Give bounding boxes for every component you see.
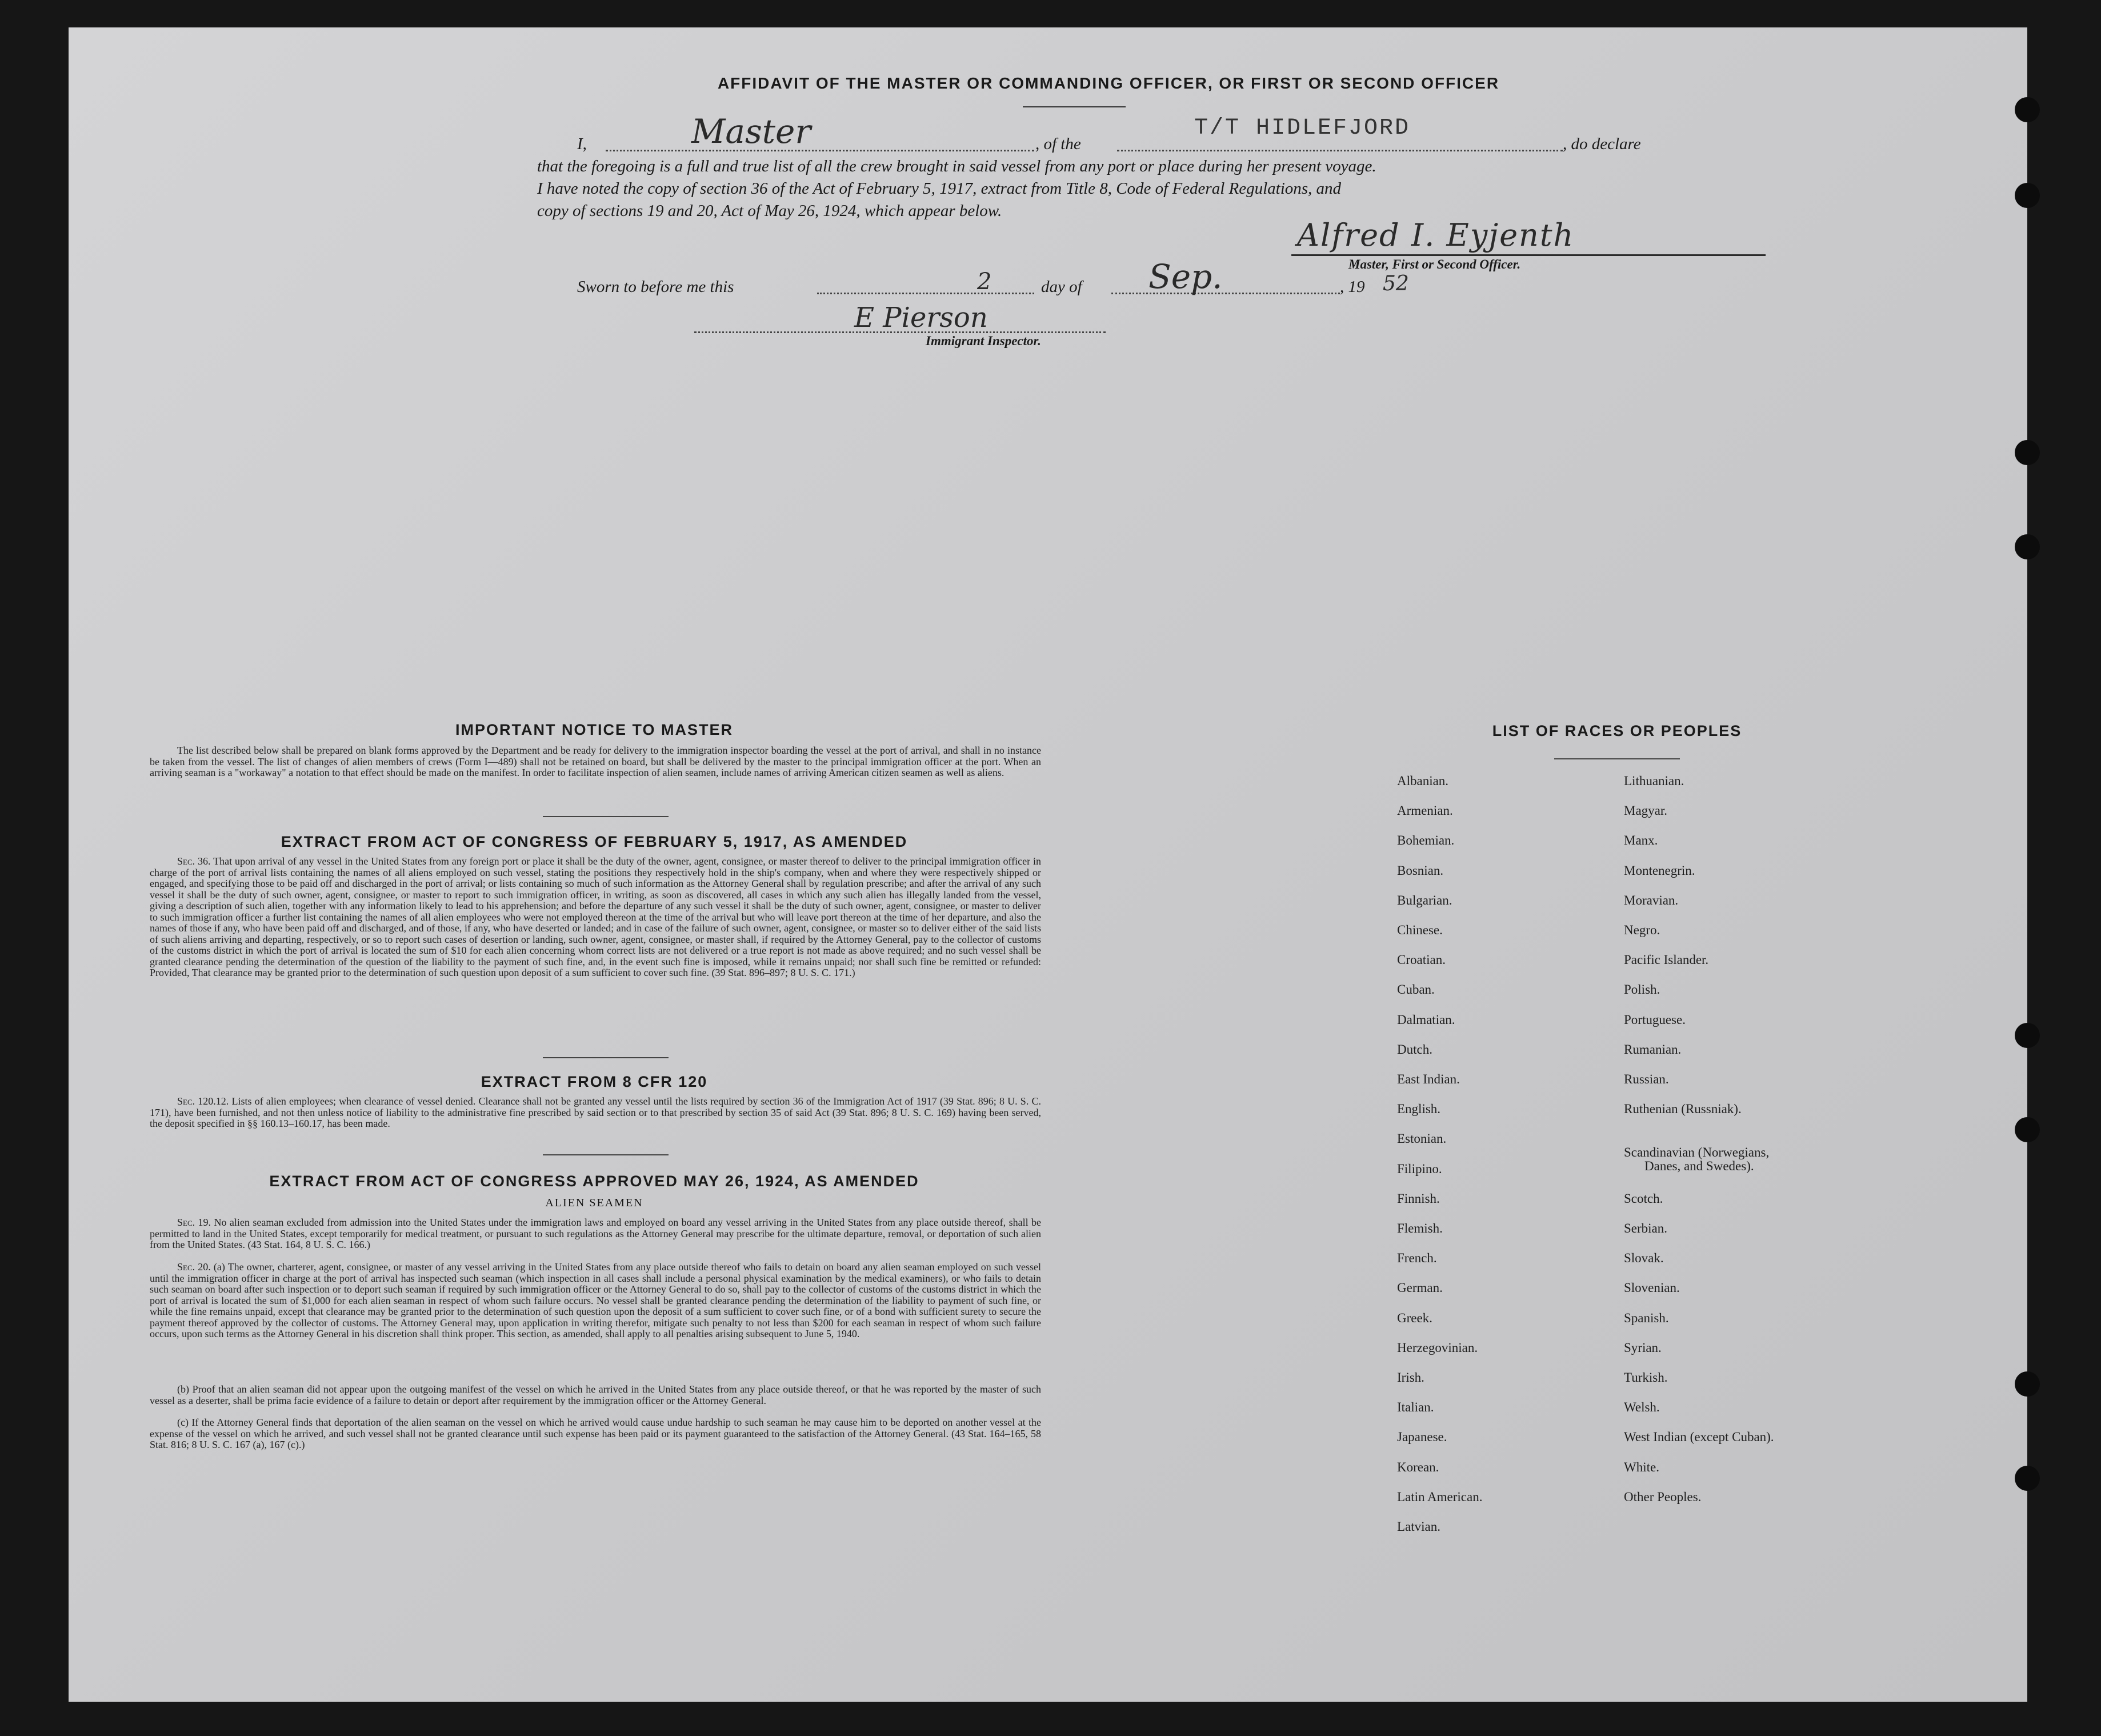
punch-hole xyxy=(2015,183,2040,208)
section-label: Sec. 20. xyxy=(177,1261,211,1273)
punch-hole xyxy=(2015,440,2040,465)
vessel-name: T/T HIDLEFJORD xyxy=(1194,115,1411,141)
race-item: Bulgarian. xyxy=(1397,893,1452,907)
race-item: Japanese. xyxy=(1397,1430,1447,1445)
race-item: Lithuanian. xyxy=(1624,774,1684,788)
race-item: Korean. xyxy=(1397,1459,1439,1474)
race-item: Chinese. xyxy=(1397,923,1443,937)
extract-8cfr-title: EXTRACT FROM 8 CFR 120 xyxy=(481,1073,708,1090)
sworn-month: Sep. xyxy=(1148,257,1223,296)
punch-hole xyxy=(2015,534,2040,559)
race-item: Scotch. xyxy=(1624,1191,1663,1206)
notice-text: The list described below shall be prepared on blank forms approved by the Department and be ready for delivery to the immigration inspector boarding the vessel at the port of arrival, and shall in no instance be taken from the vessel. The list of changes of alien members of crews (Form I—489) shall not be retained on board, but shall be delivered by the master to the principal immigration officer at the port. When an arriving seaman is a "workaway" a notation to that effect should be made on the manifest. In order to facilitate inspection of alien seamen, include names of arriving American citizen seamen as well as aliens. xyxy=(150,745,1041,778)
section-label: Sec. 36. xyxy=(177,855,211,867)
extract-1917-text xyxy=(150,856,1041,979)
divider xyxy=(543,1154,669,1155)
race-item: Latvian. xyxy=(1397,1519,1440,1534)
race-item: Filipino. xyxy=(1397,1161,1442,1176)
race-item: French. xyxy=(1397,1251,1437,1266)
inspector-signature: E Pierson xyxy=(854,302,988,334)
do-declare-label: , do declare xyxy=(1563,135,1641,153)
title-rule xyxy=(1023,106,1126,107)
race-item: Slovenian. xyxy=(1624,1281,1680,1295)
day-blank xyxy=(817,293,1034,294)
race-item: White. xyxy=(1624,1459,1659,1474)
race-item: Dutch. xyxy=(1397,1042,1432,1057)
alien-seamen-subtitle: ALIEN SEAMEN xyxy=(545,1197,643,1209)
race-item: East Indian. xyxy=(1397,1072,1460,1086)
race-item: Turkish. xyxy=(1624,1370,1668,1385)
race-item: Finnish. xyxy=(1397,1191,1440,1206)
race-item: Cuban. xyxy=(1397,982,1435,997)
races-title-rule xyxy=(1554,758,1680,759)
day-of-label: day of xyxy=(1041,278,1082,296)
race-item: Pacific Islander. xyxy=(1624,953,1709,967)
section-label: Sec. 19. xyxy=(177,1217,211,1228)
race-item: Croatian. xyxy=(1397,953,1446,967)
race-item: Danes, and Swedes). xyxy=(1644,1158,1754,1173)
sec-20a-text xyxy=(150,1262,1041,1340)
extract-1917-title: EXTRACT FROM ACT OF CONGRESS OF FEBRUARY 5, 1917, AS AMENDED xyxy=(281,833,908,850)
punch-hole xyxy=(2015,1117,2040,1142)
sworn-year: 52 xyxy=(1383,272,1409,295)
race-item: Irish. xyxy=(1397,1370,1424,1385)
of-the-label: , of the xyxy=(1035,135,1081,153)
inspector-caption: Immigrant Inspector. xyxy=(926,334,1041,348)
race-item: Scandinavian (Norwegians, xyxy=(1624,1145,1770,1159)
race-item: Italian. xyxy=(1397,1400,1434,1415)
section-label: Sec. 120.12. xyxy=(177,1095,229,1107)
name-blank xyxy=(606,150,1034,151)
race-item: Herzegovinian. xyxy=(1397,1340,1478,1355)
race-item: Other Peoples. xyxy=(1624,1489,1702,1504)
race-item: Greek. xyxy=(1397,1310,1432,1325)
punch-hole xyxy=(2015,1371,2040,1397)
race-item: German. xyxy=(1397,1281,1443,1295)
affidavit-title: AFFIDAVIT OF THE MASTER OR COMMANDING OFFICER, OR FIRST OR SECOND OFFICER xyxy=(717,74,1500,92)
race-item: Slovak. xyxy=(1624,1251,1664,1266)
master-signature: Alfred I. Eyjenth xyxy=(1297,217,1575,253)
race-item: Albanian. xyxy=(1397,774,1449,788)
affidavit-line-4: copy of sections 19 and 20, Act of May 26, 1924, which appear below. xyxy=(537,202,1002,220)
race-item: Bosnian. xyxy=(1397,863,1444,878)
punch-hole xyxy=(2015,1466,2040,1491)
month-blank xyxy=(1111,293,1340,294)
i-label: I, xyxy=(577,135,587,153)
race-item: Bohemian. xyxy=(1397,833,1455,848)
signature-line xyxy=(1291,254,1766,256)
vessel-blank xyxy=(1117,150,1563,151)
divider xyxy=(543,816,669,817)
race-item: Syrian. xyxy=(1624,1340,1662,1355)
extract-1924-title: EXTRACT FROM ACT OF CONGRESS APPROVED MAY 26, 1924, AS AMENDED xyxy=(269,1173,919,1190)
race-item: Manx. xyxy=(1624,833,1658,848)
notice-title: IMPORTANT NOTICE TO MASTER xyxy=(455,721,733,738)
race-item: Polish. xyxy=(1624,982,1660,997)
race-item: Portuguese. xyxy=(1624,1012,1686,1027)
race-item: Welsh. xyxy=(1624,1400,1660,1415)
sec-20c-text: (c) If the Attorney General finds that deportation of the alien seaman on the vessel on which he arrived would cause undue hardship to such seaman he may cause him to be deported on another vessel at the expense of the vessel on which he arrived, and such vessel shall not be granted clearance until such expense has been paid or its payment guaranteed to the satisfaction of the Attorney General. (43 Stat. 164–165, 58 Stat. 816; 8 U. S. C. 167 (a), 167 (c).) xyxy=(150,1417,1041,1450)
punch-hole xyxy=(2015,97,2040,122)
race-item: Montenegrin. xyxy=(1624,863,1695,878)
affidavit-line-2: that the foregoing is a full and true list of all the crew brought in said vessel from any port or place during her present voyage. xyxy=(537,157,1376,175)
section-text: Lists of alien employees; when clearance of vessel denied. Clearance shall not be granted any vessel until the lists required by section 36 of the Immigration Act of 1917 (39 Stat. 896; 8 U. S. C. 171), have been furnished, and not then unless notice of liability to the administrative fine prescribed by said section or to that prescribed by section 35 of said Act (39 Stat. 896; 8 U. S. C. 169) having been served, the deposit specified in §§ 160.13–160.17, has been made. xyxy=(150,1095,1042,1129)
race-item: Magyar. xyxy=(1624,803,1668,818)
extract-8cfr-text xyxy=(150,1096,1041,1130)
section-text: (a) The owner, charterer, agent, consignee, or master of any vessel arriving in the United States from any place outside thereof who fails to detain on board any alien seaman employed on such vessel until the immigration officer in charge at the port of arrival has inspected such seaman (which inspection in all cases shall include a personal physical examination by the medical examiners), or who fails to detain such seaman on board after such inspection or to deport such seaman if required by such immigration officer or the Attorney General to do so, shall pay to the collector of customs of the customs district in which the port of arrival is located the sum of $1,000 for each alien seaman in respect of whom such failure occurs. No vessel shall be granted clearance pending the determination of the liability to payment of such fine, or while the fine remains unpaid, except that clearance may be granted prior to the determination of such question upon the deposit of a sum sufficient to cover such fine, or of a bond with sufficient surety to secure the payment thereof approved by the collector of customs. The Attorney General may, upon application in writing therefor, mitigate such penalty to not less than $200 for each seaman in respect of whom such failure occurs, upon such terms as the Attorney General in his discretion shall think proper. This section, as amended, shall apply to all penalties arising subsequent to June 5, 1940. xyxy=(150,1261,1042,1339)
race-item: Russian. xyxy=(1624,1072,1669,1086)
races-title: LIST OF RACES OR PEOPLES xyxy=(1492,722,1742,739)
sworn-day: 2 xyxy=(977,269,992,295)
race-item: Rumanian. xyxy=(1624,1042,1682,1057)
race-item: Serbian. xyxy=(1624,1221,1668,1235)
sec-20b-text: (b) Proof that an alien seaman did not appear upon the outgoing manifest of the vessel on which he arrived in the United States from any place outside thereof, or that he was reported by the master of such vessel as a deserter, shall be prima facie evidence of a failure to detain or deport after requirement by the immigration officer or the Attorney General. xyxy=(150,1383,1041,1406)
signature-caption: Master, First or Second Officer. xyxy=(1348,257,1521,271)
divider xyxy=(543,1057,669,1058)
sworn-label: Sworn to before me this xyxy=(577,278,734,296)
race-item: Moravian. xyxy=(1624,893,1679,907)
race-item: Dalmatian. xyxy=(1397,1012,1455,1027)
punch-hole xyxy=(2015,1023,2040,1048)
race-item: Negro. xyxy=(1624,923,1660,937)
affidavit-line-3: I have noted the copy of section 36 of the Act of February 5, 1917, extract from Title 8, Code of Federal Regulations, and xyxy=(537,179,1342,198)
race-item: Armenian. xyxy=(1397,803,1453,818)
race-item: Spanish. xyxy=(1624,1310,1669,1325)
race-item: West Indian (except Cuban). xyxy=(1624,1430,1774,1445)
race-item: English. xyxy=(1397,1102,1441,1117)
race-item: Ruthenian (Russniak). xyxy=(1624,1102,1742,1117)
name-handwritten: Master xyxy=(691,112,811,151)
race-item: Estonian. xyxy=(1397,1131,1447,1146)
year-label: , 19 xyxy=(1340,278,1365,296)
section-text: No alien seaman excluded from admission into the United States under the immigration laws and employed on board any vessel arriving in the United States from any place outside thereof, shall be permitted to land in the United States, except temporarily for medical treatment, or pursuant to such regulations as the Attorney General may prescribe for the ultimate departure, removal, or deportation of such alien from the United States. (43 Stat. 164, 8 U. S. C. 166.) xyxy=(150,1217,1042,1250)
race-item: Flemish. xyxy=(1397,1221,1443,1235)
sec-19-text xyxy=(150,1217,1041,1251)
section-text: That upon arrival of any vessel in the United States from any foreign port or place it shall be the duty of the owner, agent, consignee, or master thereof to deliver to the principal immigration officer in charge of the port of arrival lists containing the names of all aliens employed on such vessel, stating the positions they respectively hold in the ship's company, when and where they were respectively shipped or engaged, and specifying those to be paid off and discharged in the port of arrival; or lists containing so much of such information as the Attorney General shall by regulation prescribe; and after the arrival of any such vessel it shall be the duty of such owner, agent, consignee, or master to report to such immigration officer, in writing, as soon as discovered, all cases in which any such alien has illegally landed from the vessel, giving a description of such alien, together with any information likely to lead to his apprehension; and before the departure of any such vessel it shall be the duty of such owner, agent, consignee, or master to deliver to such immigration officer a further list containing the names of all alien employees who were not employed thereon at the time of the arrival but who will leave port thereon at the time of her departure, and also the names of those if any, who have been paid off and discharged, and of those, if any, who have deserted or landed; and in case of the failure of such owner, agent, consignee, or master so to deliver either of the said lists of such aliens arriving and departing, respectively, or so to report such cases of desertion or landing, such owner, agent, consignee, or master shall, if required by the Attorney General, pay to the collector of customs of the customs district in which the port of arrival is located the sum of $10 for each alien concerning whom correct lists are not delivered or a true report is not made as above required; and no such vessel shall be granted clearance pending the determination of the question of the liability to the payment of such fine, and, in the event such fine is imposed, while it remains unpaid; nor shall such fine be remitted or refunded: Provided, That clearance may be granted prior to the determination of such question upon deposit of a sum sufficient to cover such fine. (39 Stat. 896–897; 8 U. S. C. 171.) xyxy=(150,855,1041,978)
race-item: Latin American. xyxy=(1397,1489,1483,1504)
